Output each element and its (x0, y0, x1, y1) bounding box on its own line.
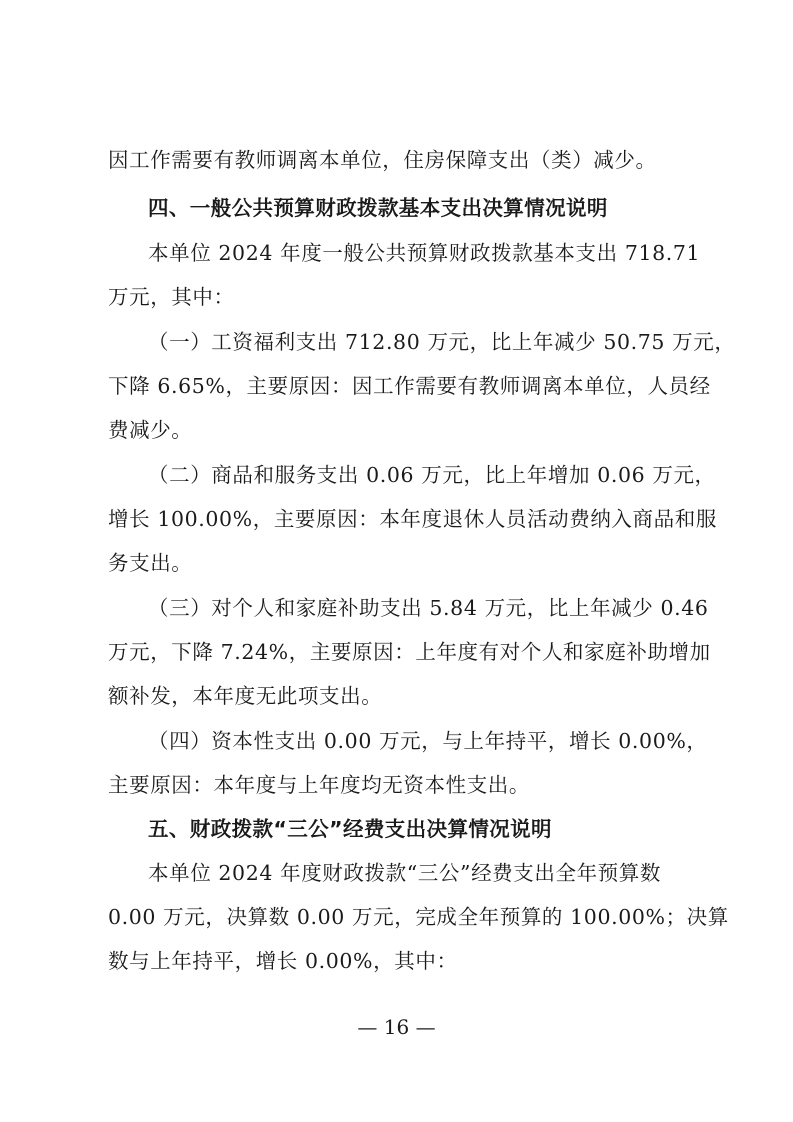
paragraph-line: 务支出。 (108, 551, 193, 575)
paragraph-line: 下降 6.65%，主要原因：因工作需要有教师调离本单位，人员经 (108, 374, 711, 398)
section-heading: 四、一般公共预算财政拨款基本支出决算情况说明 (148, 196, 608, 220)
paragraph-line: 数与上年持平，增长 0.00%，其中： (108, 949, 458, 973)
paragraph-line: 因工作需要有教师调离本单位，住房保障支出（类）减少。 (108, 148, 657, 172)
paragraph-line: （一）工资福利支出 712.80 万元，比上年减少 50.75 万元， (148, 330, 736, 354)
paragraph-line: 增长 100.00%，主要原因：本年度退休人员活动费纳入商品和服 (108, 507, 717, 531)
paragraph-line: 主要原因：本年度与上年度均无资本性支出。 (108, 773, 530, 797)
page-number: — 16 — (357, 1015, 436, 1039)
paragraph-line: 本单位 2024 年度一般公共预算财政拨款基本支出 718.71 (148, 241, 701, 265)
paragraph-line: 费减少。 (108, 418, 193, 442)
paragraph-line: 额补发，本年度无此项支出。 (108, 684, 383, 708)
paragraph-line: （四）资本性支出 0.00 万元，与上年持平，增长 0.00%， (148, 729, 708, 753)
paragraph-line: 0.00 万元，决算数 0.00 万元，完成全年预算的 100.00%；决算 (108, 905, 729, 929)
paragraph-line: 万元，其中： (108, 285, 235, 309)
paragraph-line: 万元，下降 7.24%，主要原因：上年度有对个人和家庭补助增加 (108, 640, 711, 664)
paragraph-line: （二）商品和服务支出 0.06 万元，比上年增加 0.06 万元， (148, 463, 716, 487)
paragraph-line: （三）对个人和家庭补助支出 5.84 万元，比上年减少 0.46 (148, 596, 709, 620)
paragraph-line: 本单位 2024 年度财政拨款“三公”经费支出全年预算数 (148, 861, 661, 885)
section-heading: 五、财政拨款“三公”经费支出决算情况说明 (148, 817, 552, 841)
